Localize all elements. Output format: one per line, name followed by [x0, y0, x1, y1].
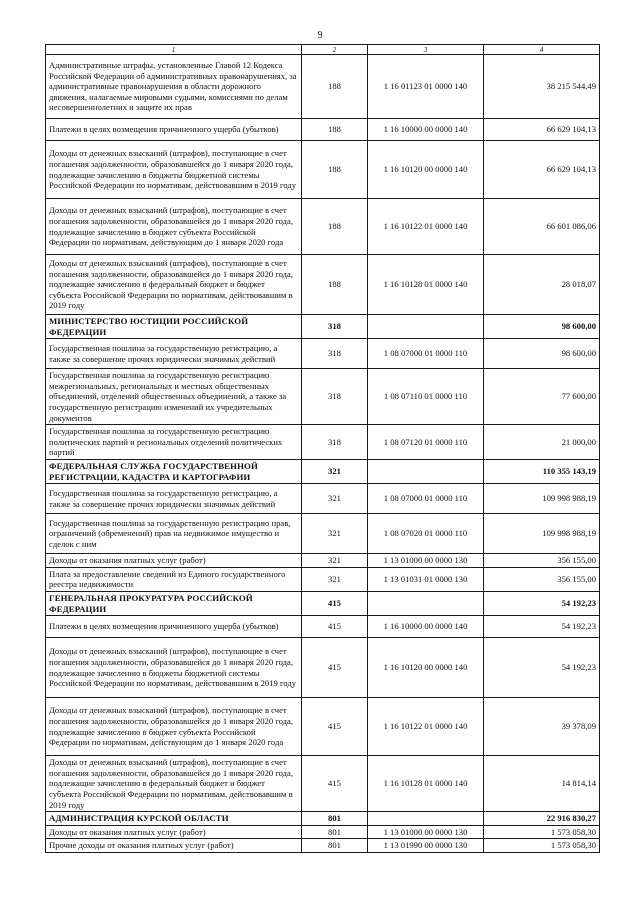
- description-cell: ФЕДЕРАЛЬНАЯ СЛУЖБА ГОСУДАРСТВЕННОЙ РЕГИСТРАЦИИ, КАДАСТРА И КАРТОГРАФИИ: [46, 459, 302, 483]
- admin-code-cell: 321: [302, 484, 368, 514]
- amount-cell: 1 573 058,30: [484, 825, 600, 839]
- table-row: [46, 839, 600, 853]
- budget-classification-code-cell: 1 08 07000 01 0000 110: [368, 339, 484, 369]
- budget-classification-code-cell: 1 13 01000 00 0000 130: [368, 554, 484, 568]
- admin-code-cell: 321: [302, 514, 368, 554]
- description-cell: ГЕНЕРАЛЬНАЯ ПРОКУРАТУРА РОССИЙСКОЙ ФЕДЕРАЦИИ: [46, 591, 302, 615]
- amount-cell: 98 600,00: [484, 315, 600, 339]
- admin-code-cell: 188: [302, 55, 368, 119]
- table-row: [46, 255, 600, 315]
- amount-cell: 66 601 086,06: [484, 199, 600, 255]
- description-cell: Государственная пошлина за государственную регистрацию прав, ограничений (обременений) прав на недвижимое имущество и сделок с ним: [46, 514, 302, 554]
- budget-classification-code-cell: 1 08 07110 01 0000 110: [368, 369, 484, 425]
- table-row: [46, 199, 600, 255]
- budget-classification-code-cell: [368, 591, 484, 615]
- admin-code-cell: 188: [302, 255, 368, 315]
- budget-classification-code-cell: 1 16 10122 01 0000 140: [368, 698, 484, 756]
- admin-code-cell: 188: [302, 141, 368, 199]
- description-cell: Доходы от денежных взысканий (штрафов), поступающие в счет погашения задолженности, образовавшейся до 1 января 2020 года, подлежащие зачислению в федеральный бюджет и бюджет субъекта Российской Федерации по нормативам, действовавшим в 2019 году: [46, 255, 302, 315]
- description-cell: Государственная пошлина за государственную регистрацию, а также за совершение прочих юридически значимых действий: [46, 339, 302, 369]
- admin-code-cell: 801: [302, 839, 368, 853]
- admin-code-cell: 415: [302, 638, 368, 698]
- column-index-cell: 4: [484, 45, 600, 55]
- table-row: [46, 369, 600, 425]
- section-header-row: [46, 315, 600, 339]
- column-index-cell: 1: [46, 45, 302, 55]
- description-cell: Доходы от денежных взысканий (штрафов), поступающие в счет погашения задолженности, образовавшейся до 1 января 2020 года, подлежащие зачислению в федеральный бюджет и бюджет субъекта Российской Федерации по нормативам, действовавшим в 2019 году: [46, 756, 302, 812]
- admin-code-cell: 415: [302, 591, 368, 615]
- admin-code-cell: 415: [302, 756, 368, 812]
- amount-cell: 109 998 988,19: [484, 514, 600, 554]
- budget-classification-code-cell: 1 16 10122 01 0000 140: [368, 199, 484, 255]
- table-row: [46, 141, 600, 199]
- admin-code-cell: 188: [302, 199, 368, 255]
- admin-code-cell: 321: [302, 554, 368, 568]
- amount-cell: 28 018,07: [484, 255, 600, 315]
- table-row: [46, 756, 600, 812]
- description-cell: Доходы от оказания платных услуг (работ): [46, 554, 302, 568]
- amount-cell: 54 192,23: [484, 638, 600, 698]
- table-row: [46, 698, 600, 756]
- budget-classification-code-cell: 1 16 10128 01 0000 140: [368, 255, 484, 315]
- amount-cell: 66 629 104,13: [484, 141, 600, 199]
- admin-code-cell: 318: [302, 425, 368, 460]
- budget-classification-code-cell: 1 13 01000 00 0000 130: [368, 825, 484, 839]
- admin-code-cell: 801: [302, 825, 368, 839]
- table-row: [46, 567, 600, 591]
- amount-cell: 54 192,23: [484, 591, 600, 615]
- description-cell: Доходы от денежных взысканий (штрафов), поступающие в счет погашения задолженности, образовавшейся до 1 января 2020 года, подлежащие зачислению в бюджеты бюджетной системы Российской Федерации по нормативам, действовавшим в 2019 году: [46, 141, 302, 199]
- admin-code-cell: 318: [302, 339, 368, 369]
- admin-code-cell: 415: [302, 616, 368, 638]
- amount-cell: 66 629 104,13: [484, 119, 600, 141]
- description-cell: Административные штрафы, установленные Главой 12 Кодекса Российской Федерации об административных правонарушениях, за административные правонарушения в области дорожного движения, налагаемые мировыми судьями, комиссиями по делам несовершеннолетних и защите их прав: [46, 55, 302, 119]
- description-cell: МИНИСТЕРСТВО ЮСТИЦИИ РОССИЙСКОЙ ФЕДЕРАЦИИ: [46, 315, 302, 339]
- table-row: [46, 554, 600, 568]
- amount-cell: 356 155,00: [484, 567, 600, 591]
- budget-classification-code-cell: [368, 315, 484, 339]
- table-row: [46, 339, 600, 369]
- amount-cell: 54 192,23: [484, 616, 600, 638]
- budget-classification-code-cell: 1 16 10120 00 0000 140: [368, 141, 484, 199]
- admin-code-cell: 318: [302, 369, 368, 425]
- column-index-cell: 2: [302, 45, 368, 55]
- table-row: [46, 119, 600, 141]
- page-number: 9: [317, 30, 323, 41]
- description-cell: Платежи в целях возмещения причиненного ущерба (убытков): [46, 616, 302, 638]
- section-header-row: [46, 459, 600, 483]
- column-index-cell: 3: [368, 45, 484, 55]
- budget-classification-code-cell: 1 08 07020 01 0000 110: [368, 514, 484, 554]
- revenue-table: [45, 44, 600, 853]
- budget-classification-code-cell: [368, 812, 484, 826]
- description-cell: Государственная пошлина за государственную регистрацию межрегиональных, региональных и местных общественных объединений, отделений общественных объединений, а также за государственную регистрацию изменений их учредительных документов: [46, 369, 302, 425]
- admin-code-cell: 801: [302, 812, 368, 826]
- budget-classification-code-cell: 1 08 07000 01 0000 110: [368, 484, 484, 514]
- admin-code-cell: 188: [302, 119, 368, 141]
- amount-cell: 21 000,00: [484, 425, 600, 460]
- table-row: [46, 825, 600, 839]
- column-index-row: [46, 45, 600, 55]
- budget-classification-code-cell: [368, 459, 484, 483]
- table-row: [46, 638, 600, 698]
- amount-cell: 356 155,00: [484, 554, 600, 568]
- amount-cell: 98 600,00: [484, 339, 600, 369]
- admin-code-cell: 321: [302, 567, 368, 591]
- description-cell: Государственная пошлина за государственную регистрацию, а также за совершение прочих юридически значимых действий: [46, 484, 302, 514]
- description-cell: Доходы от денежных взысканий (штрафов), поступающие в счет погашения задолженности, образовавшейся до 1 января 2020 года, подлежащие зачислению в бюджеты бюджетной системы Российской Федерации по нормативам, действовавшим в 2019 году: [46, 638, 302, 698]
- amount-cell: 77 600,00: [484, 369, 600, 425]
- amount-cell: 1 573 058,30: [484, 839, 600, 853]
- amount-cell: 109 998 988,19: [484, 484, 600, 514]
- budget-classification-code-cell: 1 16 10120 00 0000 140: [368, 638, 484, 698]
- budget-classification-code-cell: 1 13 01990 00 0000 130: [368, 839, 484, 853]
- budget-classification-code-cell: 1 08 07120 01 0000 110: [368, 425, 484, 460]
- budget-classification-code-cell: 1 13 01031 01 0000 130: [368, 567, 484, 591]
- section-header-row: [46, 812, 600, 826]
- table-row: [46, 616, 600, 638]
- amount-cell: 14 814,14: [484, 756, 600, 812]
- table-row: [46, 55, 600, 119]
- description-cell: АДМИНИСТРАЦИЯ КУРСКОЙ ОБЛАСТИ: [46, 812, 302, 826]
- description-cell: Доходы от денежных взысканий (штрафов), поступающие в счет погашения задолженности, образовавшейся до 1 января 2020 года, подлежащие зачислению в бюджет субъекта Российской Федерации по нормативам, действующим до 1 января 2020 года: [46, 199, 302, 255]
- description-cell: Платежи в целях возмещения причиненного ущерба (убытков): [46, 119, 302, 141]
- description-cell: Государственная пошлина за государственную регистрацию политических партий и региональных отделений политических партий: [46, 425, 302, 460]
- amount-cell: 110 355 143,19: [484, 459, 600, 483]
- budget-classification-code-cell: 1 16 01123 01 0000 140: [368, 55, 484, 119]
- amount-cell: 38 215 544,49: [484, 55, 600, 119]
- description-cell: Плата за предоставление сведений из Единого государственного реестра недвижимости: [46, 567, 302, 591]
- description-cell: Доходы от денежных взысканий (штрафов), поступающие в счет погашения задолженности, образовавшейся до 1 января 2020 года, подлежащие зачислению в бюджет субъекта Российской Федерации по нормативам, действующим до 1 января 2020 года: [46, 698, 302, 756]
- amount-cell: 22 916 830,27: [484, 812, 600, 826]
- section-header-row: [46, 591, 600, 615]
- admin-code-cell: 415: [302, 698, 368, 756]
- description-cell: Доходы от оказания платных услуг (работ): [46, 825, 302, 839]
- admin-code-cell: 321: [302, 459, 368, 483]
- table-row: [46, 514, 600, 554]
- admin-code-cell: 318: [302, 315, 368, 339]
- budget-classification-code-cell: 1 16 10128 01 0000 140: [368, 756, 484, 812]
- description-cell: Прочие доходы от оказания платных услуг (работ): [46, 839, 302, 853]
- amount-cell: 39 378,09: [484, 698, 600, 756]
- budget-classification-code-cell: 1 16 10000 00 0000 140: [368, 119, 484, 141]
- budget-classification-code-cell: 1 16 10000 00 0000 140: [368, 616, 484, 638]
- table-row: [46, 425, 600, 460]
- table-row: [46, 484, 600, 514]
